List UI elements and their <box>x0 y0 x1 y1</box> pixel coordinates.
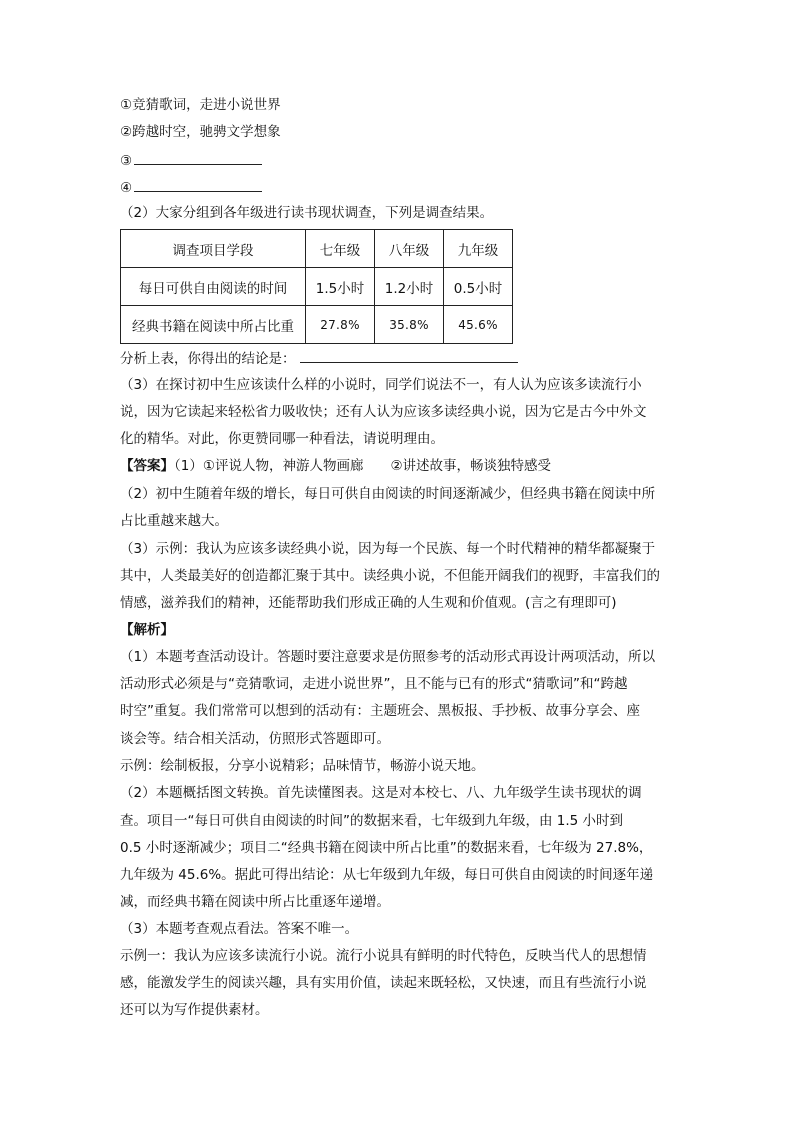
answer-3-line: 情感，滋养我们的精神，还能帮助我们形成正确的人生观和价值观。(言之有理即可) <box>120 595 617 611</box>
answer-3-line: 其中，人类最美好的创造都汇聚于其中。读经典小说，不但能开阔我们的视野，丰富我们的 <box>120 568 660 584</box>
question-3-line: 化的精华。对此，你更赞同哪一种看法，请说明理由。 <box>120 431 444 447</box>
table-cell: 1.5小时 <box>306 268 375 306</box>
survey-table <box>120 229 513 344</box>
question-3-line: （3）在探讨初中生应该读什么样的小说时，同学们说法不一，有人认为应该多读流行小 <box>120 377 642 393</box>
table-header-cell: 八年级 <box>375 230 444 268</box>
table-row <box>121 268 513 306</box>
analysis-2-line: 九年级为 45.6%。据此可得出结论：从七年级到九年级，每日可供自由阅读的时间逐年递 <box>120 867 654 883</box>
analysis-3-line: 示例一：我认为应该多读流行小说。流行小说具有鲜明的时代特色，反映当代人的思想情 <box>120 948 647 964</box>
analysis-1-line: 时空”重复。我们常常可以想到的活动有：主题班会、黑板报、手抄板、故事分享会、座 <box>120 703 640 719</box>
table-cell: 45.6% <box>444 306 513 344</box>
analysis-label: 【解析】 <box>120 622 174 638</box>
table-cell: 每日可供自由阅读的时间 <box>121 268 306 306</box>
table-cell: 35.8% <box>375 306 444 344</box>
analysis-3-line: 还可以为写作提供素材。 <box>120 1002 269 1018</box>
analysis-1-line: （1）本题考查活动设计。答题时要注意要求是仿照参考的活动形式再设计两项活动，所以 <box>120 649 656 665</box>
table-cell: 经典书籍在阅读中所占比重 <box>121 306 306 344</box>
answer-2-line: 占比重越来越大。 <box>120 513 228 529</box>
table-cell: 27.8% <box>306 306 375 344</box>
table-row <box>121 306 513 344</box>
answer-2-line: （2）初中生随着年级的增长，每日可供自由阅读的时间逐渐减少，但经典书籍在阅读中所 <box>120 486 656 502</box>
answer-line-1 <box>120 456 551 476</box>
analysis-1-line: 谈会等。结合相关活动，仿照形式答题即可。 <box>120 731 390 747</box>
question-3-line: 说，因为它读起来轻松省力吸收快；还有人认为应该多读经典小说，因为它是古今中外文 <box>120 404 647 420</box>
table-header-cell: 调查项目学段 <box>121 230 306 268</box>
analysis-2-line: 减，而经典书籍在阅读中所占比重逐年递增。 <box>120 894 390 910</box>
analysis-2-line: 查。项目一“每日可供自由阅读的时间”的数据来看，七年级到九年级，由 1.5 小时到 <box>120 813 624 829</box>
analysis-prompt-text: 分析上表，你得出的结论是： <box>120 351 296 367</box>
activity-item-2: ②跨越时空，驰骋文学想象 <box>120 124 281 140</box>
table-cell: 1.2小时 <box>375 268 444 306</box>
table-header-cell: 七年级 <box>306 230 375 268</box>
analysis-3-line: 感，能激发学生的阅读兴趣，具有实用价值，读起来既轻松，又快速，而且有些流行小说 <box>120 975 647 991</box>
conclusion-blank[interactable] <box>300 348 518 363</box>
answer-blank-4[interactable] <box>134 177 262 192</box>
analysis-2-line: 0.5 小时逐渐减少；项目二“经典书籍在阅读中所占比重”的数据来看，七年级为 27.8%， <box>120 840 653 856</box>
item-4-marker: ④ <box>120 180 133 196</box>
table-header-cell: 九年级 <box>444 230 513 268</box>
analysis-prompt <box>120 348 518 369</box>
item-3-marker: ③ <box>120 153 133 169</box>
activity-item-4 <box>120 177 262 198</box>
answer-blank-3[interactable] <box>134 150 262 165</box>
activity-item-1: ①竞猜歌词，走进小说世界 <box>120 97 281 113</box>
answer-label: 【答案】 <box>120 458 174 474</box>
analysis-1-line: 活动形式必须是与“竞猜歌词，走进小说世界”，且不能与已有的形式“猜歌词”和“跨越 <box>120 676 628 692</box>
answer-3-line: （3）示例：我认为应该多读经典小说，因为每一个民族、每一个时代精神的精华都凝聚于 <box>120 541 656 557</box>
answer-1-text: （1）①评说人物，神游人物画廊 ②讲述故事，畅谈独特感受 <box>174 458 552 474</box>
table-cell: 0.5小时 <box>444 268 513 306</box>
analysis-3-line: （3）本题考查观点看法。答案不唯一。 <box>120 921 359 937</box>
table-header-row <box>121 230 513 268</box>
question-2-intro: （2）大家分组到各年级进行读书现状调查，下列是调查结果。 <box>120 205 494 221</box>
analysis-2-line: （2）本题概括图文转换。首先读懂图表。这是对本校七、八、九年级学生读书现状的调 <box>120 785 642 801</box>
activity-item-3 <box>120 150 262 171</box>
analysis-1-example: 示例：绘制板报，分享小说精彩；品味情节，畅游小说天地。 <box>120 758 485 774</box>
